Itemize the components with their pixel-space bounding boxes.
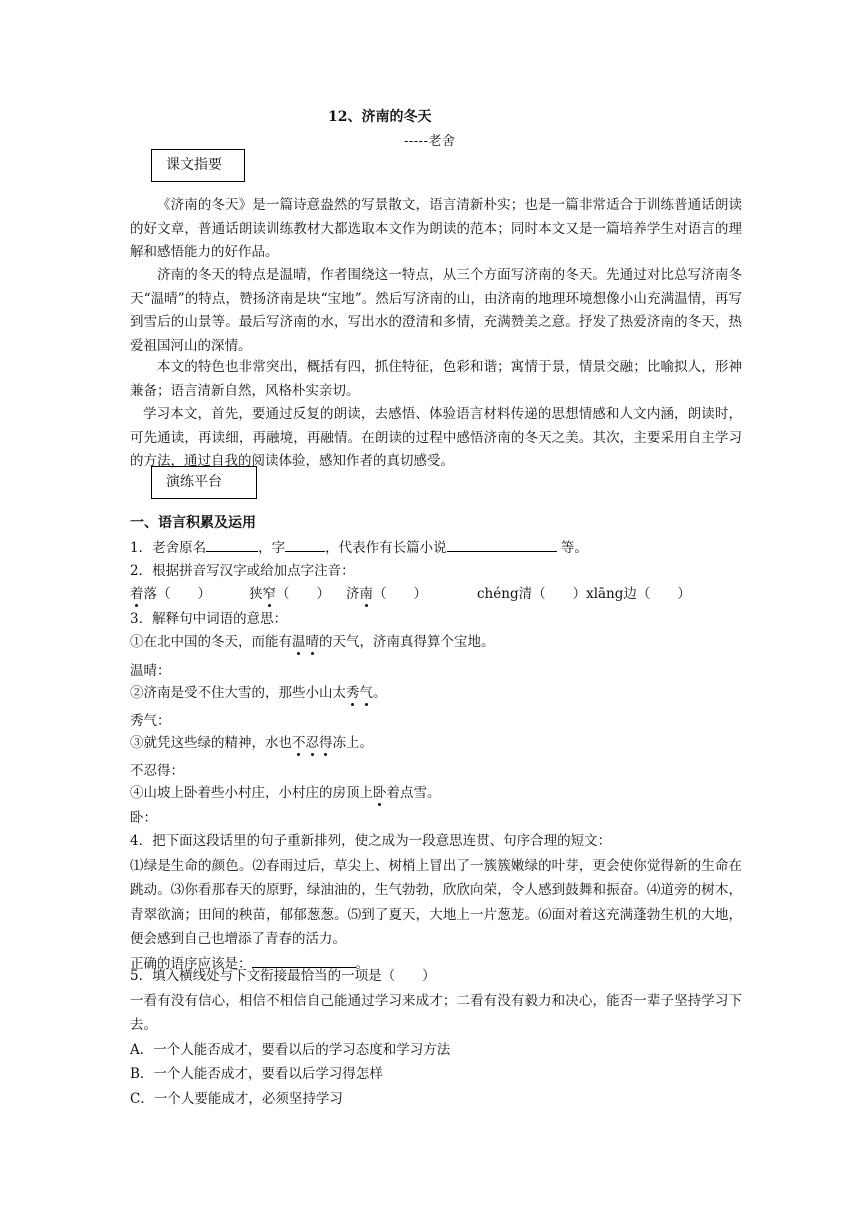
q3-s4-text: ④山坡上卧着些小村庄，小村庄的房顶上 <box>130 785 373 801</box>
q3-dotted-char: 气 <box>360 681 374 701</box>
q1-blank-novel[interactable] <box>447 537 557 552</box>
q1-text-d: 等。 <box>556 540 588 556</box>
q4-answer-end: 。 <box>355 955 369 972</box>
q1-text-c: ，代表作有长篇小说 <box>325 540 447 556</box>
q3-s2-text: ②济南是受不住大雪的，那些小山太 <box>130 685 346 701</box>
q3-dotted-char: 忍 <box>306 731 320 751</box>
lesson-title: 12、济南的冬天 <box>328 109 432 125</box>
q3-s4-text-end: 着点雪。 <box>386 785 441 801</box>
q4-body: ⑴绿是生命的颜色。⑵春雨过后，草尖上、树梢上冒出了一簇簇嫩绿的叶芽，更会使你觉得新的生命在跳动。⑶你看那春天的原野，绿油油的，生气勃勃，欣欣向荣，令人感到鼓舞和振奋。⑷道旁的树木，青翠欲滴；田间的秧苗，郁郁葱葱。⑸到了夏天，大地上一片葱茏。⑹面对着这充满蓬勃生机的大地，便会感到自己也增添了青春的活力。 <box>130 857 742 947</box>
q4-answer-label: 正确的语序应该是： <box>130 955 252 972</box>
q5-option-b: B．一个人能否成才，要看以后学习得怎样 <box>130 1066 383 1082</box>
q2-item-2-char: 狭 <box>249 586 263 602</box>
question-1 <box>130 536 588 556</box>
section-heading-language: 一、语言积累及运用 <box>130 515 256 531</box>
q2-dotted-char: 着 <box>130 582 144 602</box>
q5-option-a: A．一个人能否成才，要看以后的学习态度和学习方法 <box>130 1041 451 1058</box>
guide-section-box: 课文指要 <box>151 149 245 182</box>
q2-item-3-char: 济 <box>346 586 360 602</box>
guide-paragraph-1: 《济南的冬天》是一篇诗意盎然的写景散文，语言清新朴实；也是一篇非常适合于训练普通话朗读的好文章，普通话朗读训练教材大都选取本文作为朗读的范本；同时本文又是一篇培养学生对语言的理解和感悟能力的好作品。 <box>130 197 742 261</box>
guide-paragraph-4: 学习本文，首先，要通过反复的朗读，去感悟、体验语言材料传递的思想情感和人文内涵，朗读时，可先通读，再读细，再融境，再融情。在朗读的过程中感悟济南的冬天之美。其次，主要采用自主学习的方法，通过自我的阅读体验，感知作者的真切感受。 <box>130 406 742 470</box>
q3-dotted-char: 得 <box>319 731 333 751</box>
question-4 <box>130 829 742 976</box>
q1-text-b: ，字 <box>258 540 286 556</box>
q3-word-1: 温晴： <box>130 663 171 679</box>
q3-dotted-char: 晴 <box>306 630 320 650</box>
practice-section-box: 演练平台 <box>151 466 257 499</box>
q5-stem: 5．填入横线处与下文衔接最恰当的一项是（ ） <box>130 968 436 984</box>
q3-dotted-char: 不 <box>292 731 306 751</box>
q3-s1-text-end: 的天气，济南真得算个宝地。 <box>319 634 495 650</box>
q3-s3-text-end: 冻上。 <box>332 735 373 751</box>
q3-s1-text: ①在北中国的冬天，而能有 <box>130 634 292 650</box>
q3-s3-text: ③就凭这些绿的精神，水也 <box>130 735 292 751</box>
q3-word-3: 不忍得： <box>130 763 184 779</box>
question-2-items <box>130 582 691 602</box>
q4-stem: 4．把下面这段话里的句子重新排列，使之成为一段意思连贯、句序合理的短文： <box>130 833 612 849</box>
q3-s2-text-end: 。 <box>373 685 387 701</box>
q2-item-3-text: （ ） <box>373 586 427 602</box>
question-5 <box>130 964 742 1111</box>
q1-text-a: 1．老舍原名 <box>130 540 207 556</box>
q3-sentence-2 <box>130 681 387 701</box>
q2-item-1 <box>130 586 211 602</box>
q3-word-2: 秀气： <box>130 713 171 729</box>
q3-sentence-4 <box>130 781 441 801</box>
q3-dotted-char: 秀 <box>346 681 360 701</box>
q1-blank-name[interactable] <box>206 537 258 552</box>
guide-paragraph-3: 本文的特色也非常突出，概括有四，抓住特征，色彩和谐；寓情于景，情景交融；比喻拟人，形神兼备；语言清新自然，风格朴实亲切。 <box>130 359 742 399</box>
q5-option-c: C．一个人要能成才，必须坚持学习 <box>130 1090 343 1107</box>
q3-sentence-1 <box>130 630 495 650</box>
lesson-author: -----老舍 <box>404 134 456 149</box>
q2-dotted-char: 南 <box>360 582 374 602</box>
q3-sentence-3 <box>130 731 373 751</box>
q2-item-2-text: （ ） <box>276 586 330 602</box>
question-3-stem: 3．解释句中词语的意思： <box>130 611 288 627</box>
q2-item-1-text: 落（ ） <box>143 586 211 602</box>
q2-item-2 <box>249 586 330 602</box>
q2-item-3 <box>346 586 427 602</box>
q1-blank-courtesy[interactable] <box>285 537 325 552</box>
q2-item-4: chéng清（ ）xlāng边（ ） <box>477 586 691 602</box>
q2-dotted-char: 窄 <box>263 582 277 602</box>
q3-word-4: 卧： <box>130 810 157 826</box>
q3-dotted-char: 卧 <box>373 781 387 801</box>
guide-paragraph-2: 济南的冬天的特点是温晴，作者围绕这一特点，从三个方面写济南的冬天。先通过对比总写济南冬天“温晴”的特点，赞扬济南是块“宝地”。然后写济南的山，由济南的地理环境想像小山充满温情，再写到雪后的山景等。最后写济南的水，写出水的澄清和多情，充满赞美之意。抒发了热爱济南的冬天，热爱祖国河山的深情。 <box>130 267 742 354</box>
q5-context: 一看有没有信心，相信不相信自己能通过学习来成才；二看有没有毅力和决心，能否一辈子坚持学习下去。 <box>130 992 742 1033</box>
q3-dotted-char: 温 <box>292 630 306 650</box>
question-2-stem: 2．根据拼音写汉字或给加点字注音： <box>130 563 355 579</box>
